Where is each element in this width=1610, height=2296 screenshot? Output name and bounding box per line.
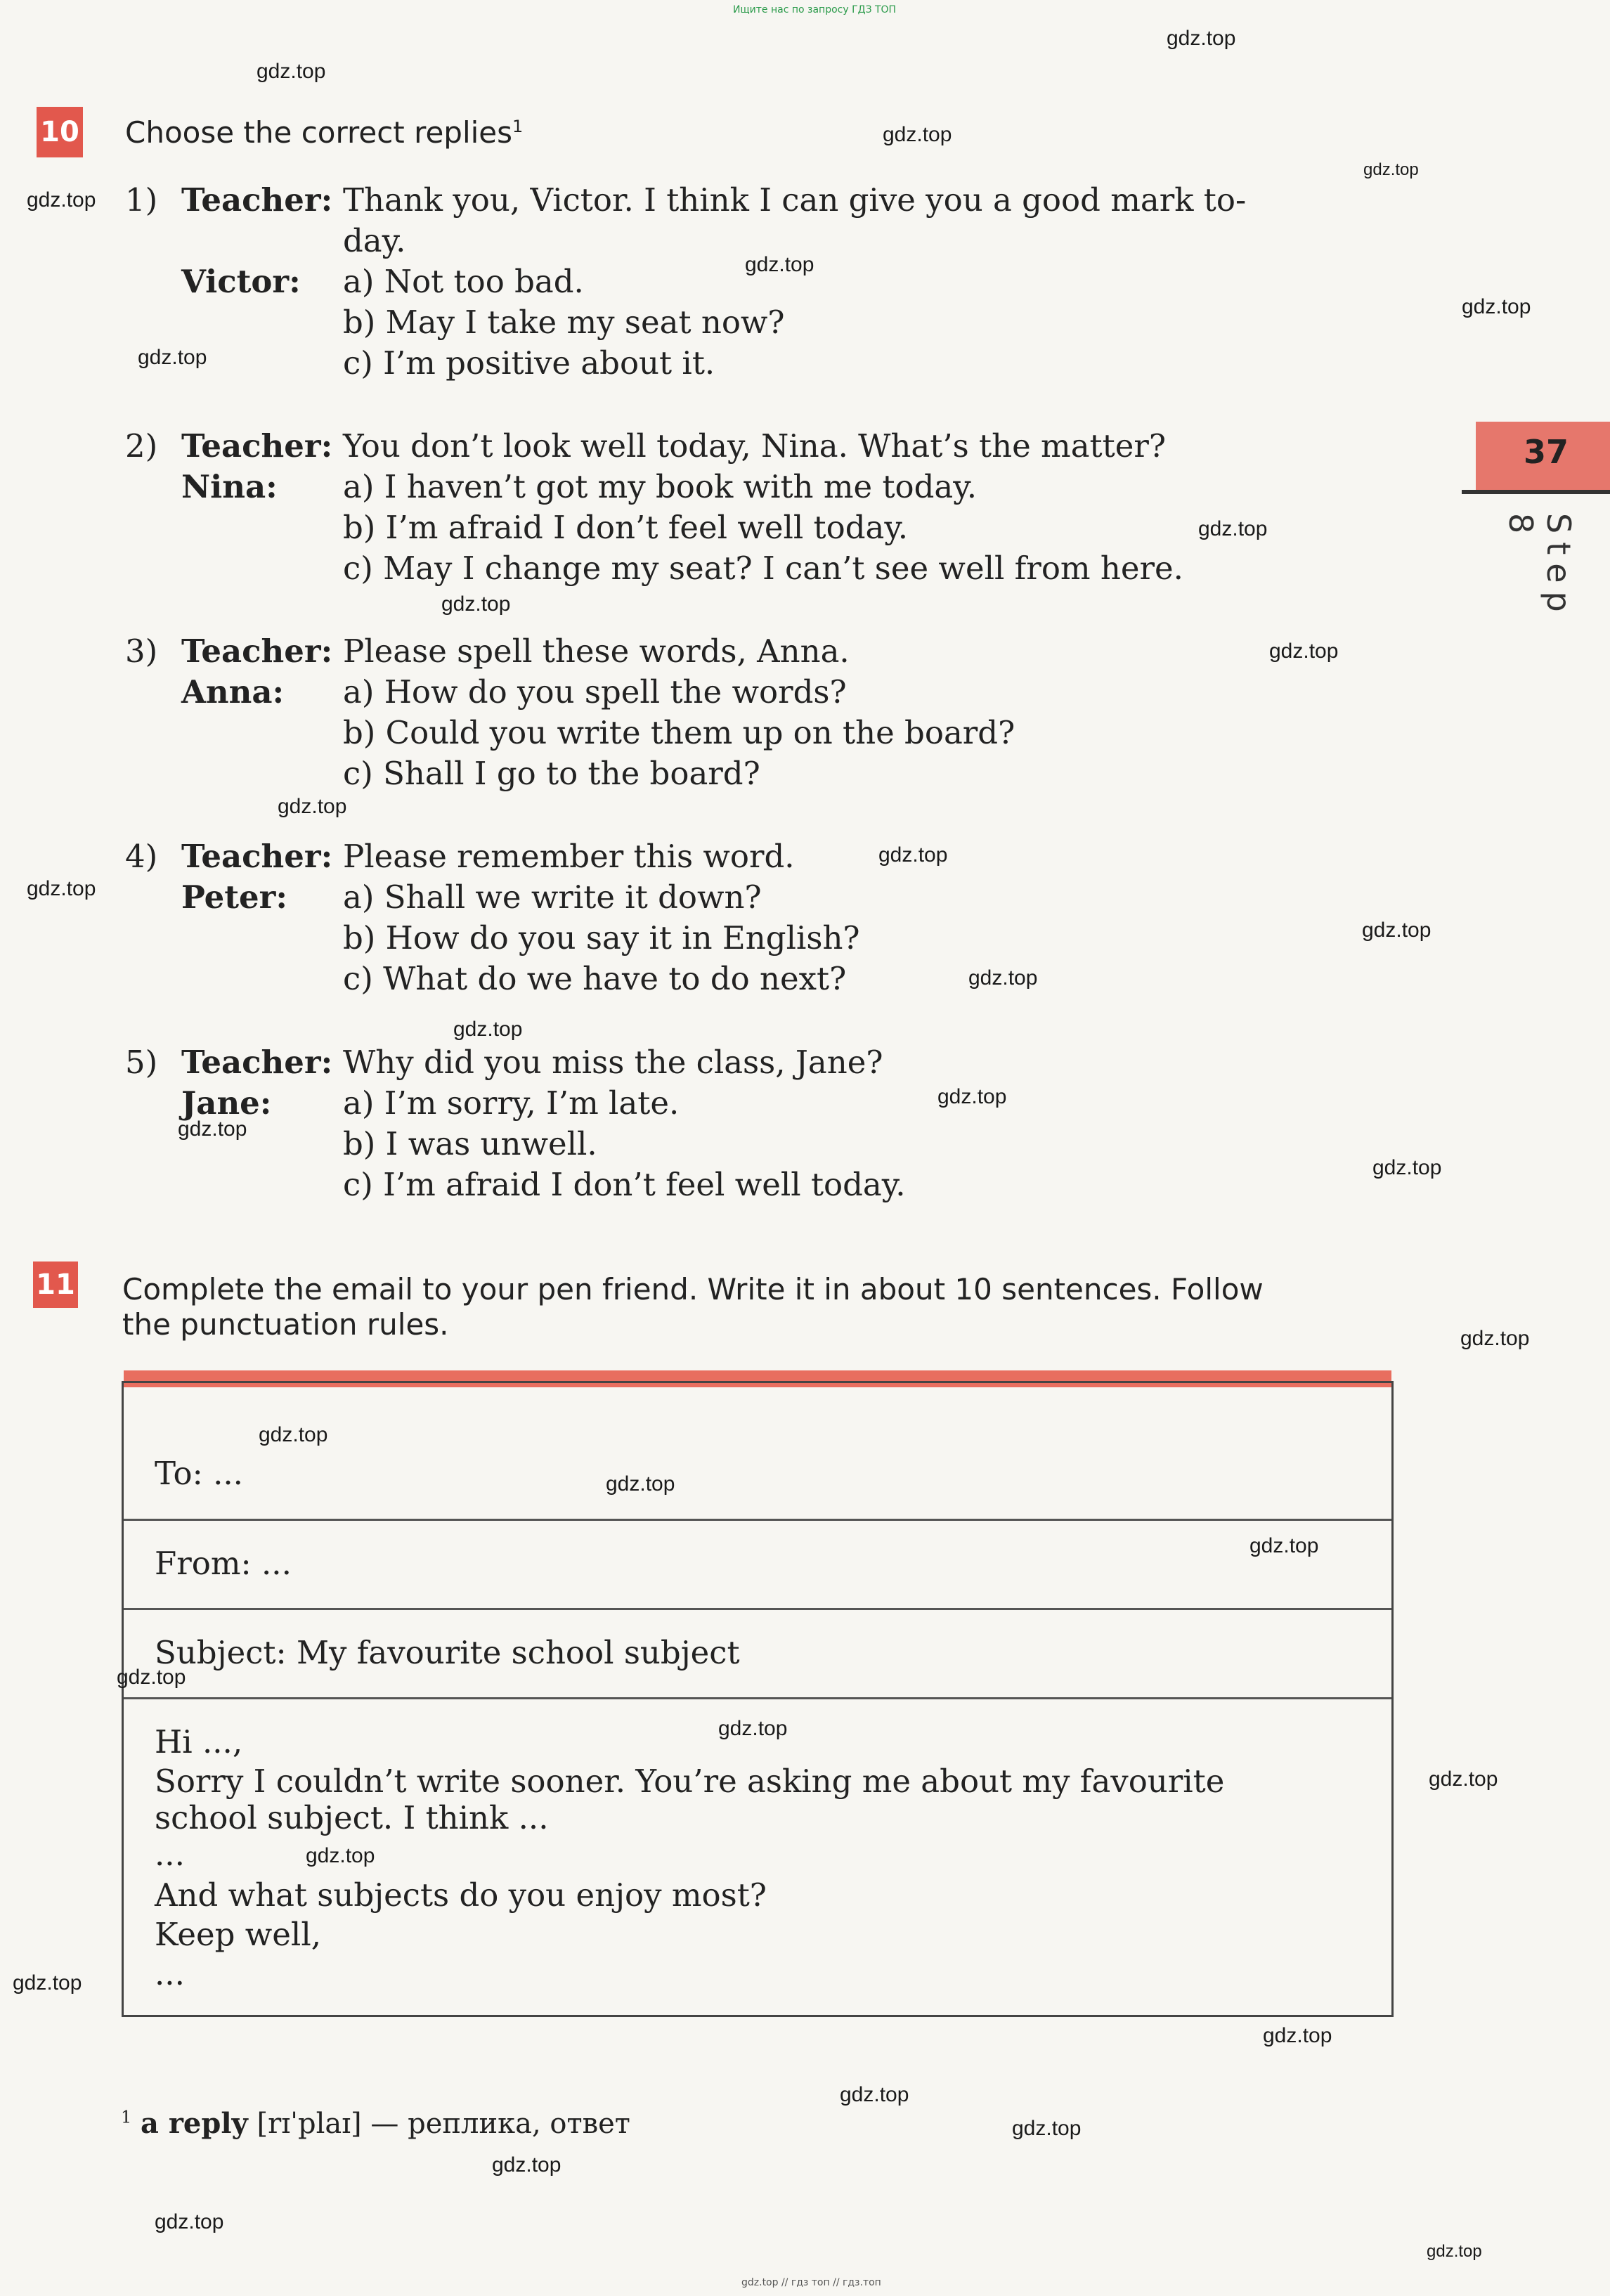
watermark: gdz.top	[606, 1472, 675, 1496]
tab-divider	[1462, 490, 1610, 494]
email-body-line: ...	[155, 1836, 185, 1873]
watermark: gdz.top	[259, 1423, 328, 1446]
item-4-teacher-label: Teacher:	[181, 838, 333, 875]
watermark: gdz.top	[1363, 160, 1419, 179]
item-1-option[interactable]: b) May I take my seat now?	[343, 304, 785, 341]
item-1-teacher-label: Teacher:	[181, 181, 333, 219]
item-3-student-label: Anna:	[181, 673, 285, 711]
item-1-teacher-line: day.	[343, 222, 406, 259]
watermark: gdz.top	[13, 1971, 82, 1995]
email-body-line: school subject. I think ...	[155, 1799, 549, 1836]
exercise-11-instruction: Complete the email to your pen friend. Write it in about 10 sentences. Follow	[122, 1272, 1264, 1306]
item-4-number: 4)	[125, 838, 158, 875]
step-label: Step 8	[1502, 513, 1578, 621]
watermark: gdz.top	[1462, 295, 1531, 318]
watermark: gdz.top	[306, 1844, 375, 1867]
watermark: gdz.top	[968, 966, 1038, 990]
item-4-option[interactable]: c) What do we have to do next?	[343, 960, 847, 997]
watermark: gdz.top	[1269, 640, 1339, 663]
instruction-text: Choose the correct replies	[125, 115, 513, 150]
page-number: 37	[1524, 433, 1569, 471]
watermark: gdz.top	[27, 188, 96, 212]
item-1-option[interactable]: a) Not too bad.	[343, 263, 584, 300]
item-3-teacher-label: Teacher:	[181, 633, 333, 670]
email-body-line: Hi ...,	[155, 1723, 243, 1760]
footnote-translation: реплика, ответ	[408, 2108, 630, 2140]
top-note: Ищите нас по запросу ГДЗ ТОП	[733, 4, 897, 15]
item-2-teacher-line: You don’t look well today, Nina. What’s the matter?	[343, 427, 1166, 465]
footnote	[121, 2107, 630, 2140]
email-from-field[interactable]: From: ...	[155, 1545, 292, 1582]
watermark: gdz.top	[492, 2153, 561, 2177]
watermark: gdz.top	[178, 1117, 247, 1141]
email-divider	[124, 1697, 1391, 1699]
watermark: gdz.top	[878, 843, 948, 867]
watermark: gdz.top	[1263, 2024, 1332, 2047]
watermark: gdz.top	[117, 1666, 186, 1689]
item-5-option[interactable]: b) I was unwell.	[343, 1125, 597, 1162]
email-body-line: ...	[155, 1955, 185, 1992]
watermark: gdz.top	[745, 253, 814, 276]
item-3-option[interactable]: a) How do you spell the words?	[343, 673, 847, 711]
item-4-teacher-line: Please remember this word.	[343, 838, 795, 875]
item-1-student-label: Victor:	[181, 263, 301, 300]
exercise-10-instruction	[125, 115, 523, 150]
watermark: gdz.top	[937, 1085, 1007, 1108]
watermark: gdz.top	[718, 1717, 788, 1740]
watermark: gdz.top	[1362, 919, 1432, 942]
watermark: gdz.top	[138, 346, 207, 369]
item-4-option[interactable]: b) How do you say it in English?	[343, 919, 860, 956]
email-subject-field[interactable]: Subject: My favourite school subject	[155, 1634, 740, 1671]
item-5-student-label: Jane:	[181, 1084, 272, 1122]
item-2-option[interactable]: a) I haven’t got my book with me today.	[343, 468, 977, 505]
watermark: gdz.top	[441, 592, 511, 616]
exercise-11-number: 11	[33, 1261, 78, 1308]
item-2-student-label: Nina:	[181, 468, 278, 505]
item-1-option[interactable]: c) I’m positive about it.	[343, 344, 715, 382]
item-2-option[interactable]: b) I’m afraid I don’t feel well today.	[343, 509, 909, 546]
watermark: gdz.top	[1012, 2117, 1082, 2140]
item-2-number: 2)	[125, 427, 158, 465]
watermark: gdz.top	[1429, 1768, 1498, 1791]
item-5-option[interactable]: a) I’m sorry, I’m late.	[343, 1084, 680, 1122]
watermark: gdz.top	[1427, 2242, 1482, 2261]
item-5-option[interactable]: c) I’m afraid I don’t feel well today.	[343, 1166, 906, 1203]
watermark: gdz.top	[1198, 517, 1268, 540]
watermark: gdz.top	[883, 123, 952, 146]
item-4-option[interactable]: a) Shall we write it down?	[343, 878, 762, 916]
watermark: gdz.top	[155, 2210, 224, 2233]
exercise-11-instruction: the punctuation rules.	[122, 1307, 449, 1342]
email-to-field[interactable]: To: ...	[155, 1455, 243, 1492]
item-3-teacher-line: Please spell these words, Anna.	[343, 633, 850, 670]
item-3-option[interactable]: b) Could you write them up on the board?	[343, 714, 1015, 751]
item-5-teacher-label: Teacher:	[181, 1044, 333, 1081]
item-5-teacher-line: Why did you miss the class, Jane?	[343, 1044, 883, 1081]
item-5-number: 5)	[125, 1044, 158, 1081]
footnote-word: a reply	[141, 2107, 248, 2140]
item-4-student-label: Peter:	[181, 878, 287, 916]
watermark: gdz.top	[1249, 1534, 1319, 1557]
item-3-option[interactable]: c) Shall I go to the board?	[343, 755, 760, 792]
footnote-mark: 1	[121, 2107, 132, 2127]
bottom-note: gdz.top // гдз топ // гдз.топ	[741, 2277, 881, 2288]
watermark: gdz.top	[840, 2083, 909, 2106]
watermark: gdz.top	[257, 60, 326, 83]
watermark: gdz.top	[1460, 1327, 1530, 1350]
footnote-mark: 1	[512, 117, 524, 136]
email-body-line: Keep well,	[155, 1916, 322, 1953]
footnote-transcription: [rɪˈplaɪ]	[257, 2108, 362, 2140]
item-2-option[interactable]: c) May I change my seat? I can’t see well from here.	[343, 550, 1183, 587]
email-divider	[124, 1608, 1391, 1610]
email-divider	[124, 1519, 1391, 1521]
item-1-teacher-line: Thank you, Victor. I think I can give you a good mark to-	[343, 181, 1247, 219]
item-1-number: 1)	[125, 181, 158, 219]
watermark: gdz.top	[453, 1018, 523, 1041]
item-2-teacher-label: Teacher:	[181, 427, 333, 465]
watermark: gdz.top	[1167, 27, 1236, 50]
exercise-10-number: 10	[37, 107, 83, 157]
watermark: gdz.top	[1372, 1156, 1442, 1179]
email-body-line: And what subjects do you enjoy most?	[155, 1876, 767, 1914]
footnote-dash: —	[370, 2108, 399, 2140]
watermark: gdz.top	[27, 877, 96, 900]
watermark: gdz.top	[278, 795, 347, 818]
item-3-number: 3)	[125, 633, 158, 670]
email-body-line: Sorry I couldn’t write sooner. You’re asking me about my favourite	[155, 1763, 1225, 1800]
